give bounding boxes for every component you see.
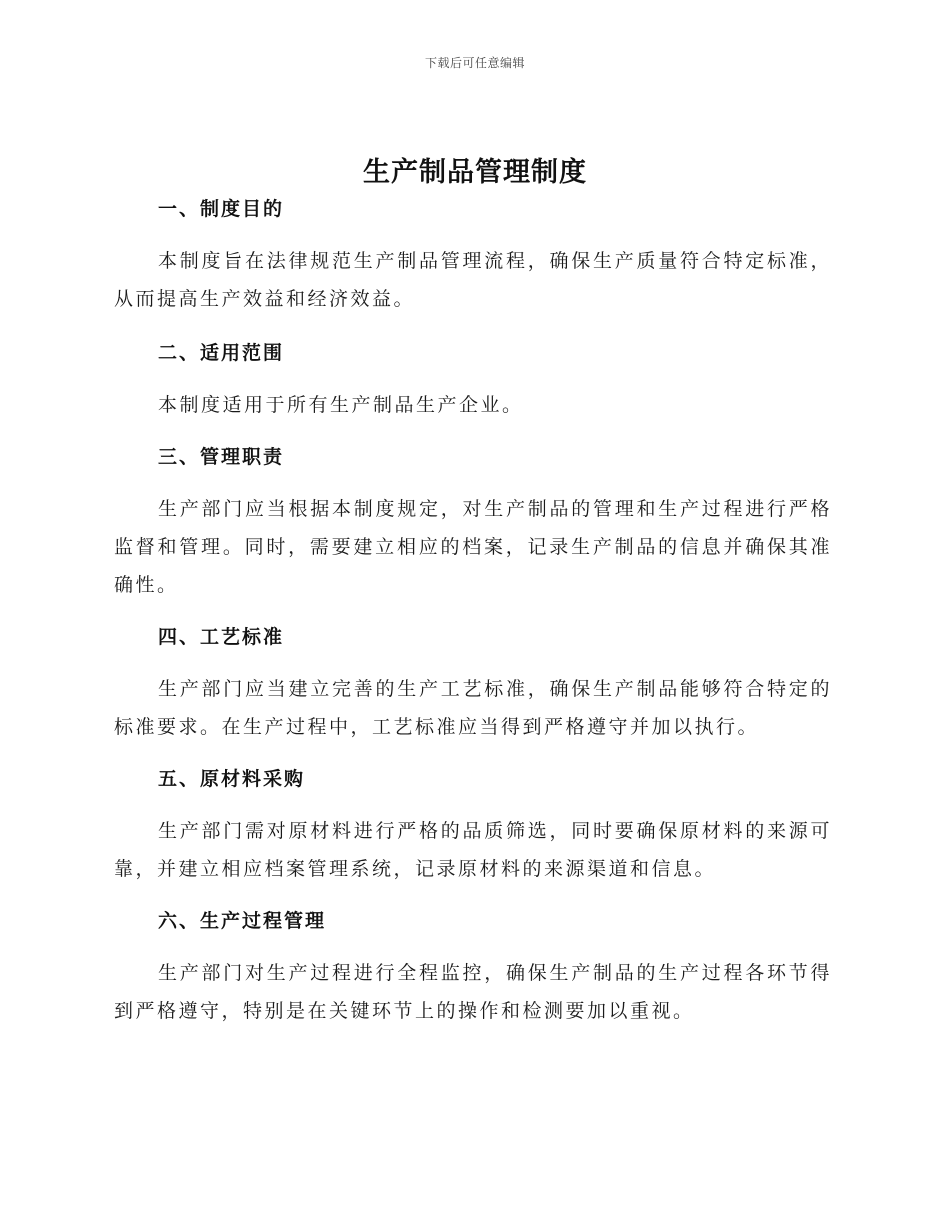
section-heading-scope: 二、适用范围: [158, 342, 285, 364]
document-title: 生产制品管理制度: [363, 157, 587, 188]
section-heading-raw-materials: 五、原材料采购: [158, 768, 306, 790]
section-body-purpose: 本制度旨在法律规范生产制品管理流程，确保生产质量符合特定标准，从而提高生产效益和经济效益。: [114, 250, 832, 310]
section-heading-production-process: 六、生产过程管理: [158, 910, 327, 932]
section-heading-purpose: 一、制度目的: [158, 198, 285, 220]
section-heading-responsibilities: 三、管理职责: [158, 446, 285, 468]
header-note: 下载后可任意编辑: [424, 56, 525, 70]
section-body-raw-materials: 生产部门需对原材料进行严格的品质筛选，同时要确保原材料的来源可靠，并建立相应档案管理系统，记录原材料的来源渠道和信息。: [114, 820, 832, 880]
section-body-production-process: 生产部门对生产过程进行全程监控，确保生产制品的生产过程各环节得到严格遵守，特别是在关键环节上的操作和检测要加以重视。: [114, 962, 832, 1022]
document-content: [114, 188, 832, 1030]
section-body-scope: 本制度适用于所有生产制品生产企业。: [158, 394, 524, 416]
section-body-process-standards: 生产部门应当建立完善的生产工艺标准，确保生产制品能够符合特定的标准要求。在生产过程中，工艺标准应当得到严格遵守并加以执行。: [114, 678, 832, 738]
section-body-responsibilities: 生产部门应当根据本制度规定，对生产制品的管理和生产过程进行严格监督和管理。同时，需要建立相应的档案，记录生产制品的信息并确保其准确性。: [114, 498, 832, 596]
section-heading-process-standards: 四、工艺标准: [158, 626, 285, 648]
